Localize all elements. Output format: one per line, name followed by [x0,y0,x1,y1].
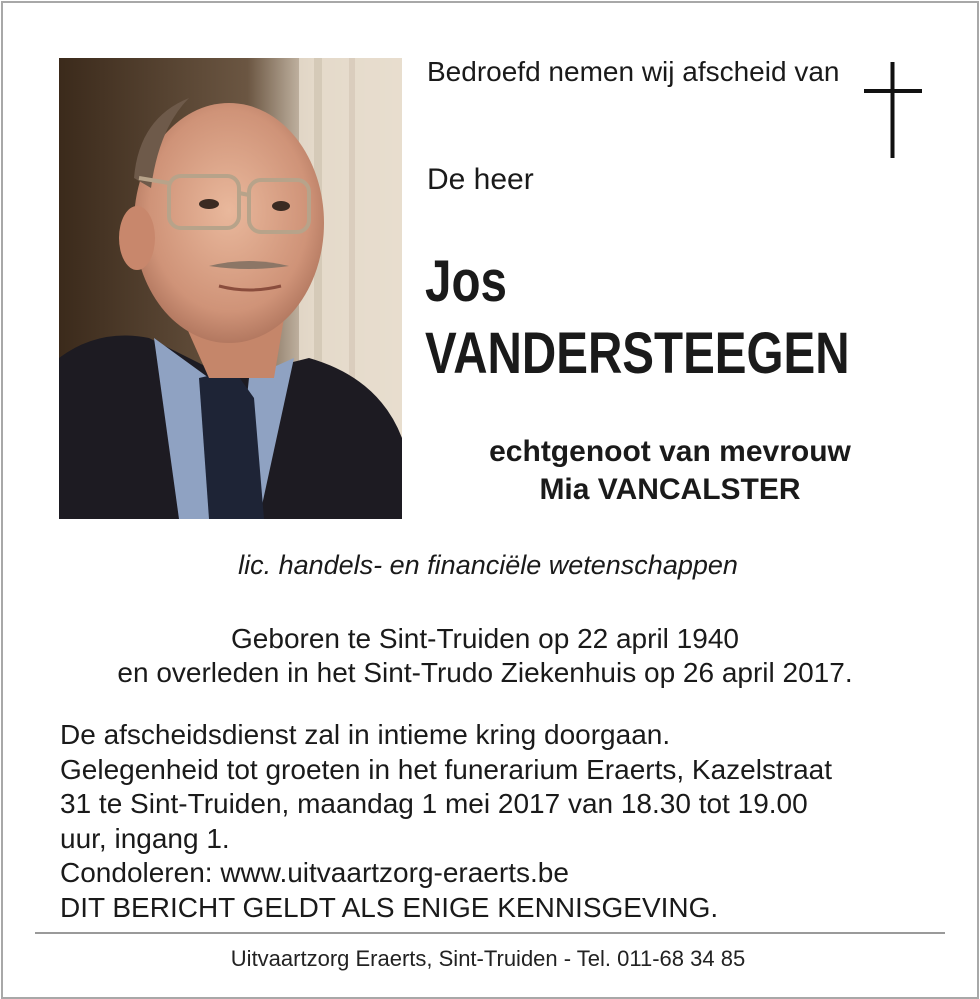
notice-line: DIT BERICHT GELDT ALS ENIGE KENNISGEVING. [60,891,719,923]
spouse-line-2: Mia VANCALSTER [539,473,801,506]
spouse-line-1: echtgenoot van mevrouw [489,435,851,468]
portrait-image [59,58,402,519]
degree-text: lic. handels- en financiële wetenschappen [238,550,738,580]
last-name: VANDERSTEEGEN [425,321,850,386]
death-line: en overleden in het Sint-Trudo Ziekenhuis op 26 april 2017. [117,657,853,688]
intro-text: Bedroefd nemen wij afscheid van [427,56,840,87]
condolence-line: Condoleren: www.uitvaartzorg-eraerts.be [60,857,569,888]
birth-line: Geboren te Sint-Truiden op 22 april 1940 [231,623,739,654]
cross-icon [864,62,922,158]
footer-divider [35,932,945,934]
funeral-home-footer: Uitvaartzorg Eraerts, Sint-Truiden - Tel. 011-68 34 85 [230,946,746,971]
spouse-info [410,433,930,509]
details-line: Gelegenheid tot groeten in het funerarium Eraerts, Kazelstraat [60,753,832,785]
honorific: De heer [427,163,534,196]
details-line: De afscheidsdienst zal in intieme kring doorgaan. [60,719,671,750]
details-line: 31 te Sint-Truiden, maandag 1 mei 2017 van 18.30 tot 19.00 [60,788,808,819]
service-details [60,718,960,925]
first-name: Jos [425,249,507,314]
birth-death-info [0,622,970,690]
details-line: uur, ingang 1. [60,822,230,854]
portrait-photo [59,58,402,519]
